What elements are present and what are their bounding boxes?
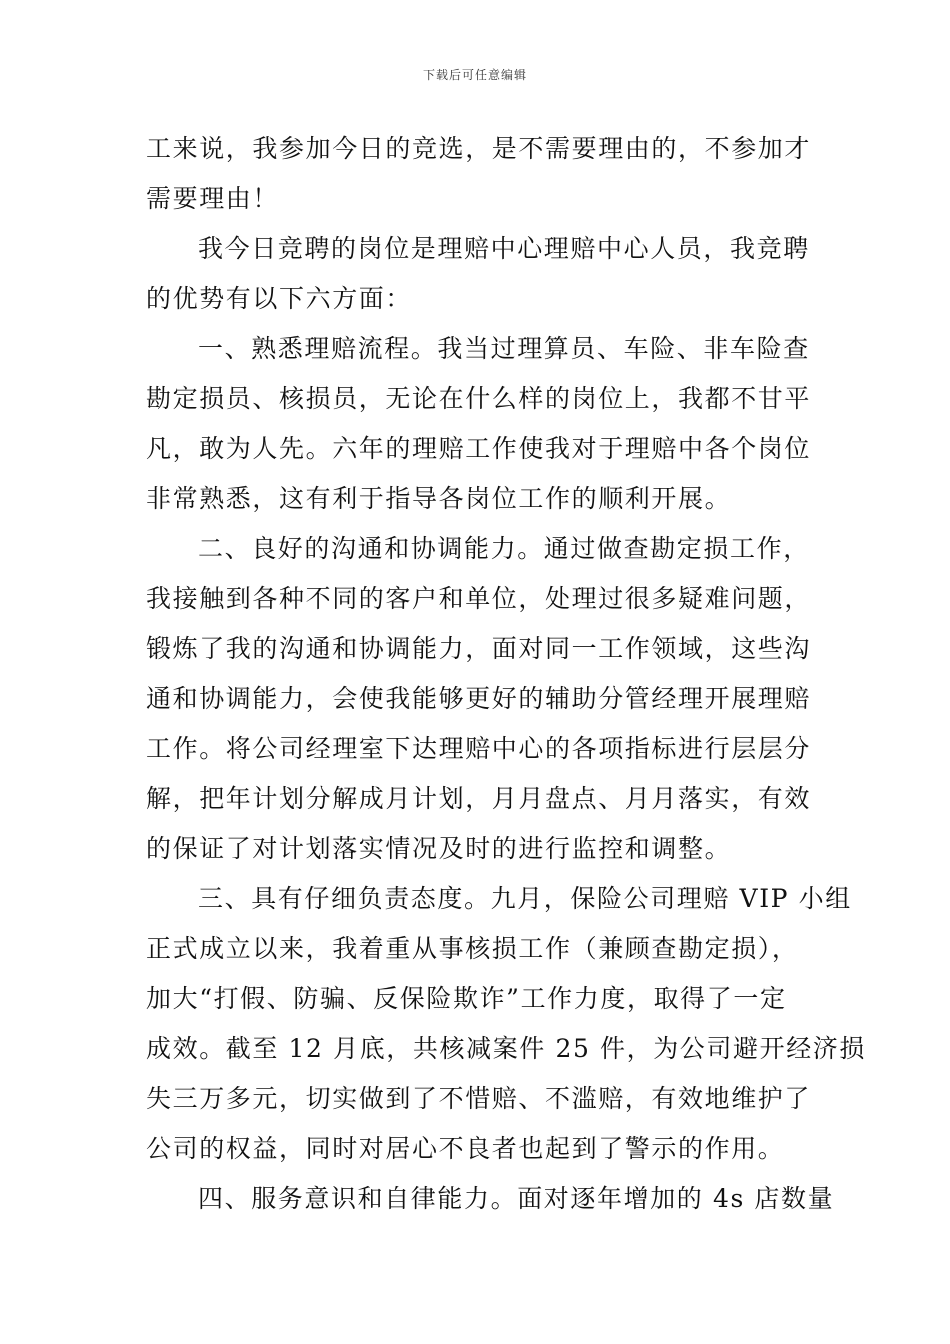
paragraph xyxy=(146,224,810,324)
paragraph-line: 通和协调能力，会使我能够更好的辅助分管经理开展理赔 xyxy=(146,684,812,713)
paragraph-line: 我今日竞聘的岗位是理赔中心理赔中心人员，我竞聘 xyxy=(198,234,810,263)
paragraph-line: 解，把年计划分解成月计划，月月盘点、月月落实，有效 xyxy=(146,784,812,813)
paragraph xyxy=(146,874,867,1174)
paragraph-line: 正式成立以来，我着重从事核损工作（兼顾查勘定损）， xyxy=(146,934,799,963)
paragraph-line: 的优势有以下六方面： xyxy=(146,284,413,313)
paragraph-line: 加大“打假、防骗、反保险欺诈”工作力度，取得了一定 xyxy=(146,984,787,1013)
paragraph-line: 成效。截至 12 月底，共核减案件 25 件，为公司避开经济损 xyxy=(146,1034,867,1063)
paragraph-line: 非常熟悉，这有利于指导各岗位工作的顺利开展。 xyxy=(146,484,732,513)
paragraph-line: 四、服务意识和自律能力。面对逐年增加的 4s 店数量 xyxy=(198,1184,835,1213)
paragraph xyxy=(146,1174,835,1224)
paragraph-line: 的保证了对计划落实情况及时的进行监控和调整。 xyxy=(146,834,732,863)
paragraph-line: 凡，敢为人先。六年的理赔工作使我对于理赔中各个岗位 xyxy=(146,434,812,463)
paragraph-line: 一、熟悉理赔流程。我当过理算员、车险、非车险查 xyxy=(198,334,810,363)
page-header: 下载后可任意编辑 xyxy=(422,68,527,82)
paragraph xyxy=(146,124,810,224)
paragraph-line: 三、具有仔细负责态度。九月，保险公司理赔 VIP 小组 xyxy=(198,884,852,913)
paragraph xyxy=(146,524,810,874)
paragraph-line: 工来说，我参加今日的竞选，是不需要理由的，不参加才 xyxy=(146,134,812,163)
paragraph-line: 公司的权益，同时对居心不良者也起到了警示的作用。 xyxy=(146,1134,785,1163)
paragraph-line: 工作。将公司经理室下达理赔中心的各项指标进行层层分 xyxy=(146,734,812,763)
paragraph-line: 我接触到各种不同的客户和单位，处理过很多疑难问题， xyxy=(146,584,812,613)
paragraph-line: 勘定损员、核损员，无论在什么样的岗位上，我都不甘平 xyxy=(146,384,812,413)
paragraph xyxy=(146,324,810,524)
paragraph-line: 锻炼了我的沟通和协调能力，面对同一工作领域，这些沟 xyxy=(146,634,812,663)
paragraph-line: 二、良好的沟通和协调能力。通过做查勘定损工作， xyxy=(198,534,810,563)
paragraph-line: 需要理由！ xyxy=(146,184,280,213)
document-body xyxy=(146,124,867,1224)
paragraph-line: 失三万多元，切实做到了不惜赔、不滥赔，有效地维护了 xyxy=(146,1084,812,1113)
